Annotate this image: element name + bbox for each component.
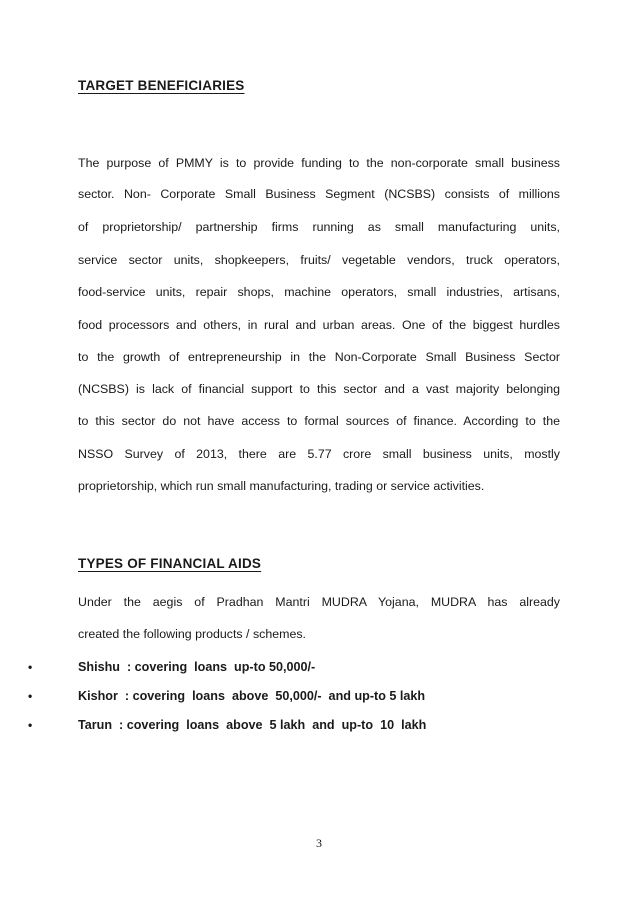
paragraph-line: sector. Non- Corporate Small Business Segment (NCSBS) consists of millions <box>78 187 560 201</box>
paragraph-line: to the growth of entrepreneurship in the Non-Corporate Small Business Sector <box>78 350 560 364</box>
section-heading-types-of-financial-aids: TYPES OF FINANCIAL AIDS <box>78 556 262 571</box>
list-item-text: Shishu : covering loans up-to 50,000/- <box>78 660 316 674</box>
paragraph-line: NSSO Survey of 2013, there are 5.77 crore small business units, mostly <box>78 447 560 461</box>
paragraph-line-last: created the following products / schemes. <box>78 627 306 641</box>
bullet-icon: • <box>28 689 33 703</box>
bullet-icon: • <box>28 660 33 674</box>
paragraph-line: (NCSBS) is lack of financial support to this sector and a vast majority belonging <box>78 382 560 396</box>
paragraph-line: food processors and others, in rural and urban areas. One of the biggest hurdles <box>78 318 560 332</box>
paragraph-line-last: proprietorship, which run small manufacturing, trading or service activities. <box>78 479 485 493</box>
list-item-text: Tarun : covering loans above 5 lakh and up-to 10 lakh <box>78 718 427 732</box>
paragraph-line: of proprietorship/ partnership firms running as small manufacturing units, <box>78 220 560 234</box>
section-heading-target-beneficiaries: TARGET BENEFICIARIES <box>78 78 245 93</box>
paragraph-line: Under the aegis of Pradhan Mantri MUDRA Yojana, MUDRA has already <box>78 595 560 609</box>
paragraph-line: to this sector do not have access to formal sources of finance. According to the <box>78 414 560 428</box>
paragraph-line: The purpose of PMMY is to provide funding to the non-corporate small business <box>78 156 560 170</box>
paragraph-line: service sector units, shopkeepers, fruits/ vegetable vendors, truck operators, <box>78 253 560 267</box>
paragraph-line: food-service units, repair shops, machine operators, small industries, artisans, <box>78 285 560 299</box>
page-number: 3 <box>316 836 322 850</box>
list-item-text: Kishor : covering loans above 50,000/- and up-to 5 lakh <box>78 689 426 703</box>
bullet-icon: • <box>28 718 33 732</box>
